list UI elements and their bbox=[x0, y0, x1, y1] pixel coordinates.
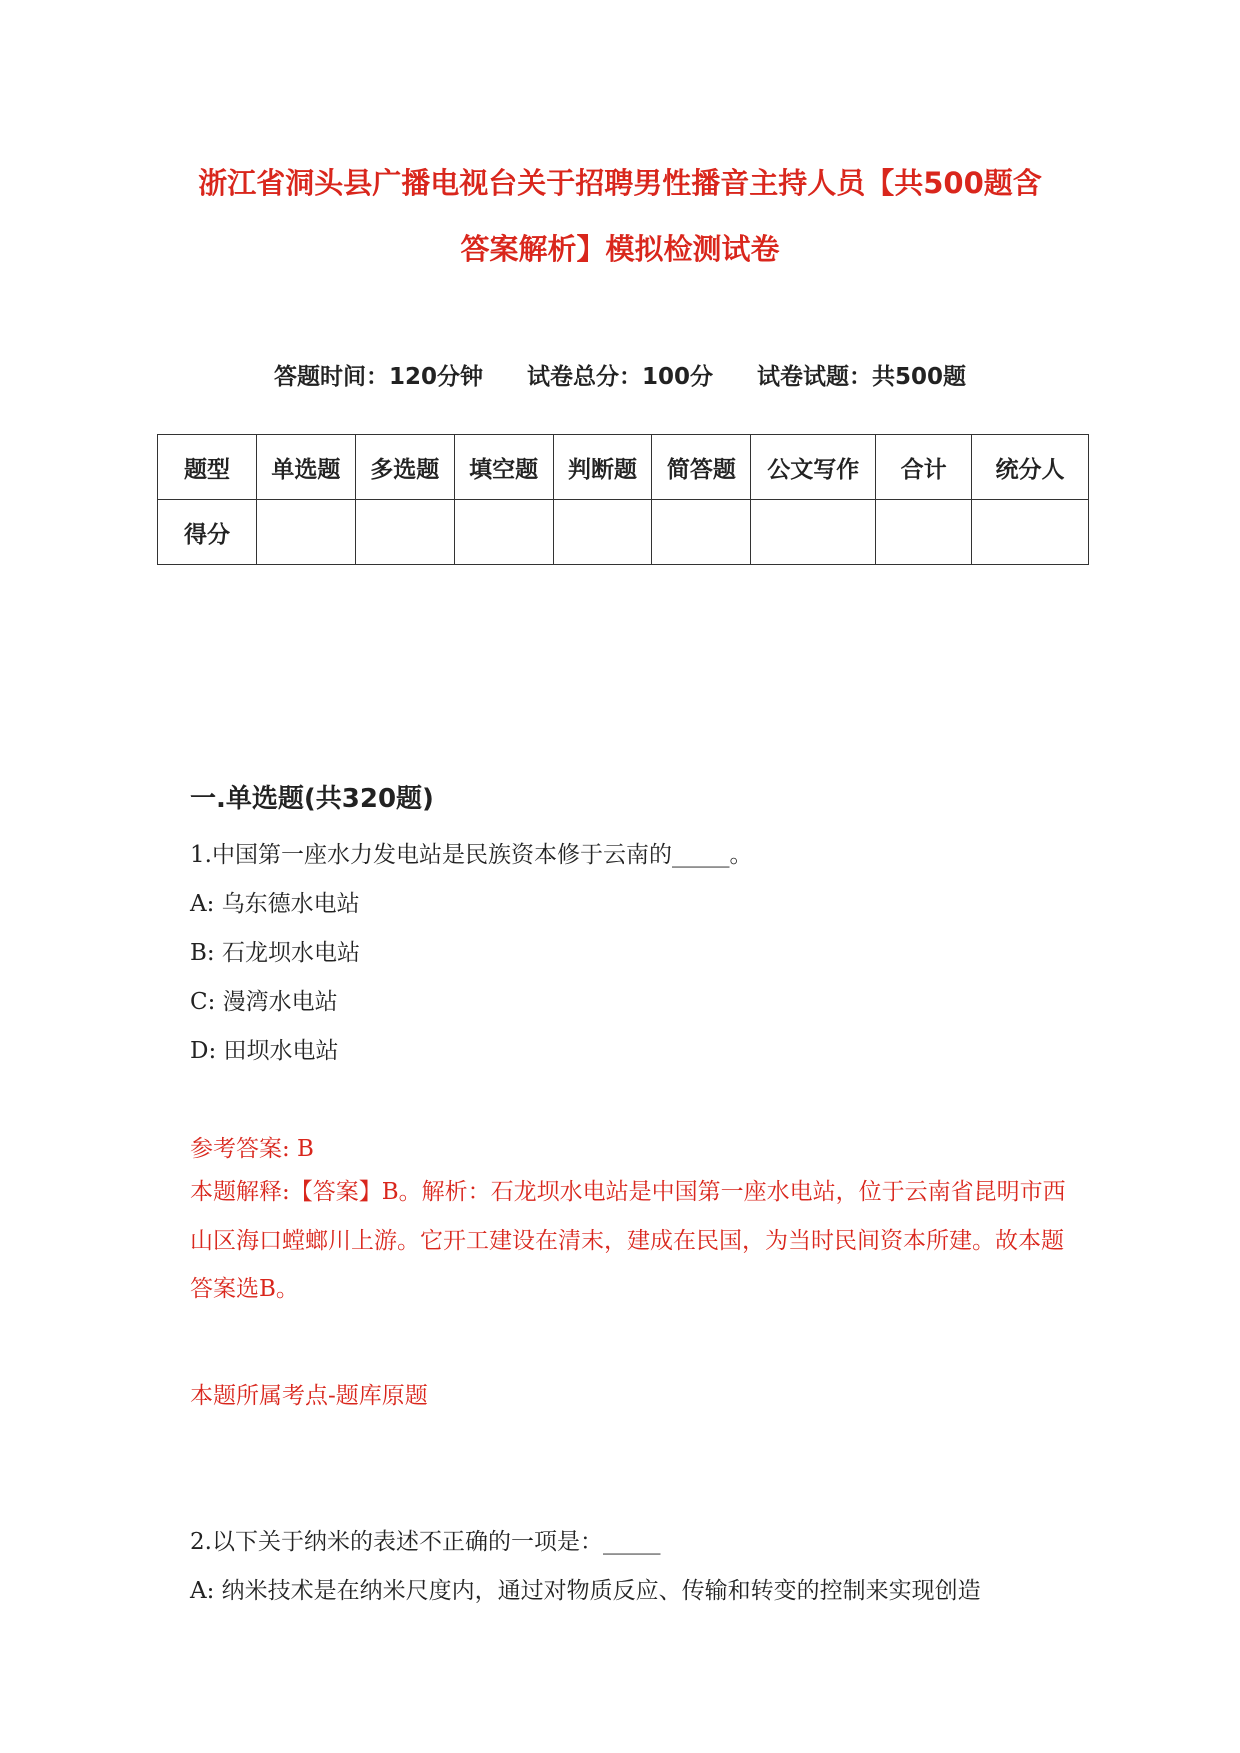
header-cell: 判断题 bbox=[553, 435, 652, 500]
question-2-stem: 2.以下关于纳米的表述不正确的一项是：_____ bbox=[190, 1529, 661, 1555]
header-cell: 填空题 bbox=[454, 435, 553, 500]
header-cell: 简答题 bbox=[652, 435, 751, 500]
document-title bbox=[160, 150, 1080, 282]
exam-time: 答题时间：120分钟 bbox=[273, 364, 483, 390]
score-cell[interactable] bbox=[553, 500, 652, 565]
header-cell: 题型 bbox=[158, 435, 257, 500]
question-1-option-c: C: 漫湾水电站 bbox=[190, 989, 338, 1015]
score-table-header-row bbox=[158, 435, 1089, 500]
header-cell: 统分人 bbox=[972, 435, 1089, 500]
exam-question-count: 试卷试题：共500题 bbox=[757, 364, 967, 390]
row-label-cell: 得分 bbox=[158, 500, 257, 565]
score-table bbox=[157, 434, 1089, 565]
score-cell[interactable] bbox=[256, 500, 355, 565]
score-cell[interactable] bbox=[454, 500, 553, 565]
question-1-option-d: D: 田坝水电站 bbox=[190, 1038, 339, 1064]
score-cell[interactable] bbox=[652, 500, 751, 565]
score-cell[interactable] bbox=[355, 500, 454, 565]
question-1-answer: 参考答案: B bbox=[190, 1136, 314, 1162]
question-1-option-b: B: 石龙坝水电站 bbox=[190, 940, 360, 966]
score-cell[interactable] bbox=[972, 500, 1089, 565]
exam-total-score: 试卷总分：100分 bbox=[526, 364, 713, 390]
score-table-score-row bbox=[158, 500, 1089, 565]
question-2-option-a: A: 纳米技术是在纳米尺度内，通过对物质反应、传输和转变的控制来实现创造 bbox=[190, 1578, 981, 1604]
question-1-explanation: 本题解释:【答案】B。解析：石龙坝水电站是中国第一座水电站，位于云南省昆明市西山区海口螳螂川上游。它开工建设在清末，建成在民国，为当时民间资本所建。故本题答案选B。 bbox=[190, 1179, 1066, 1302]
header-cell: 单选题 bbox=[256, 435, 355, 500]
title-line-1: 浙江省洞头县广播电视台关于招聘男性播音主持人员【共500题含 bbox=[198, 166, 1042, 200]
section-heading: 一.单选题(共320题) bbox=[190, 784, 434, 814]
header-cell: 多选题 bbox=[355, 435, 454, 500]
exam-meta bbox=[0, 358, 1240, 391]
question-1-source: 本题所属考点-题库原题 bbox=[190, 1383, 428, 1409]
header-cell: 合计 bbox=[876, 435, 972, 500]
question-1-option-a: A: 乌东德水电站 bbox=[190, 891, 360, 917]
score-cell[interactable] bbox=[751, 500, 876, 565]
question-1-stem: 1.中国第一座水力发电站是民族资本修于云南的_____。 bbox=[190, 842, 753, 868]
title-line-2: 答案解析】模拟检测试卷 bbox=[460, 232, 780, 266]
header-cell: 公文写作 bbox=[751, 435, 876, 500]
score-cell[interactable] bbox=[876, 500, 972, 565]
